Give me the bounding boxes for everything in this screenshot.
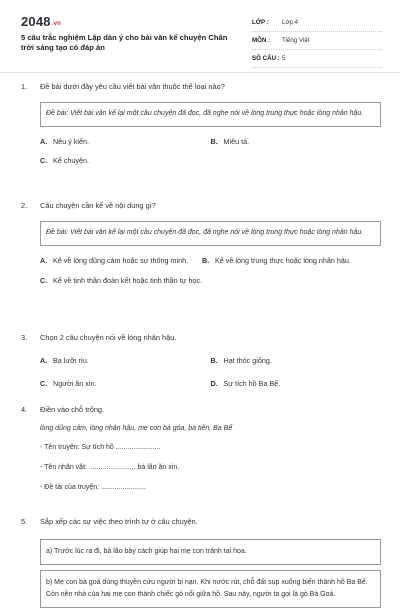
meta-label: SỐ CÂU : (252, 55, 280, 62)
meta-value: Tiếng Việt (282, 37, 310, 44)
option-c[interactable]: C. Người ăn xin. (40, 379, 97, 388)
options (40, 356, 381, 389)
worksheet-header (0, 0, 400, 73)
question-text: Câu chuyện cần kể về nội dung gì? (40, 201, 156, 210)
question-number: 2. (21, 201, 28, 210)
option-a[interactable]: A. Ba lưỡi rìu. (40, 356, 89, 365)
meta-label: LỚP : (252, 19, 269, 26)
meta-row-subject (252, 32, 382, 50)
question-text: Đề bài dưới đây yêu cầu viết bài văn thuộc thể loại nào? (40, 82, 225, 91)
option-b[interactable]: B. Kể về lòng trung thực hoặc lòng nhân hậu. (202, 256, 351, 265)
option-a[interactable]: A. Nêu ý kiến. (40, 137, 89, 146)
logo-suffix: .vn (51, 21, 62, 27)
option-d[interactable]: D. Sự tích hồ Ba Bể. (210, 379, 281, 388)
question-number: 5. (21, 517, 28, 526)
prompt-box: Đề bài: Viết bài văn kể lại một câu chuyện đã đọc, đã nghe nói về lòng trung thực hoặc lòng nhân hậu. (40, 221, 381, 246)
meta-row-grade (252, 14, 382, 32)
option-b[interactable]: B. Hạt thóc giống. (210, 356, 272, 365)
question-5 (21, 517, 381, 608)
document-title: 5 câu trắc nghiệm Lập dàn ý cho bài văn kể chuyện Chân trời sáng tạo có đáp án (21, 33, 228, 52)
site-logo[interactable] (21, 14, 61, 29)
meta-value: 5 (282, 55, 286, 62)
question-4 (21, 405, 381, 493)
meta-value: Lớp 4 (282, 19, 299, 26)
question-number: 3. (21, 333, 28, 342)
question-number: 1. (21, 82, 28, 91)
question-text: Chọn 2 câu chuyện nói về lòng nhân hậu. (40, 333, 177, 342)
meta-row-count (252, 50, 382, 68)
meta-label: MÔN : (252, 37, 271, 44)
question-number: 4. (21, 405, 28, 414)
event-item-a[interactable]: a) Trước lúc ra đi, bà lão bày cách giúp hai mẹ con tránh tai họa. (40, 539, 381, 565)
event-item-b[interactable]: b) Mẹ con bà goá dùng thuyền cứu người bị nạn. Khi nước rút, chỗ đất sụp xuống biến thành hồ Ba Bể. Còn nền nhà của hai mẹ con thành chiếc gò nổi giữa hồ. Sau này, người ta gọi là gò Bà Goá. (40, 570, 381, 608)
question-1 (21, 82, 381, 175)
question-text: Sắp xếp các sự việc theo trình tự ở câu chuyện. (40, 517, 198, 526)
fill-line-2: - Tên nhân vật: ......................., bà lão ăn xin. (40, 464, 180, 471)
options (40, 137, 381, 166)
fill-line-3: - Đề tài của truyện: ....................... (40, 484, 146, 491)
option-c[interactable]: C. Kể chuyện. (40, 156, 89, 165)
option-a[interactable]: A. Kể về lòng dũng cảm hoặc sự thông minh. (40, 256, 189, 265)
word-bank: lòng dũng cảm, lòng nhân hậu, mẹ con bà góa, bà tiên, Ba Bể (40, 425, 233, 432)
logo-text: 2048 (21, 14, 51, 29)
prompt-box: Đề bài: Viết bài văn kể lại một câu chuyện đã đọc, đã nghe nói về lòng trung thực hoặc lòng nhân hậu. (40, 102, 381, 127)
options (40, 256, 381, 287)
fill-line-1: - Tên truyện: Sự tích hồ ....................... (40, 444, 161, 451)
question-3 (21, 333, 381, 398)
question-2 (21, 201, 381, 296)
question-text: Điền vào chỗ trống. (40, 405, 105, 414)
option-b[interactable]: B. Miêu tả. (210, 137, 250, 146)
option-c[interactable]: C. Kể về tinh thần đoàn kết hoặc tinh thần tự học. (40, 276, 203, 285)
meta-info (252, 14, 382, 68)
